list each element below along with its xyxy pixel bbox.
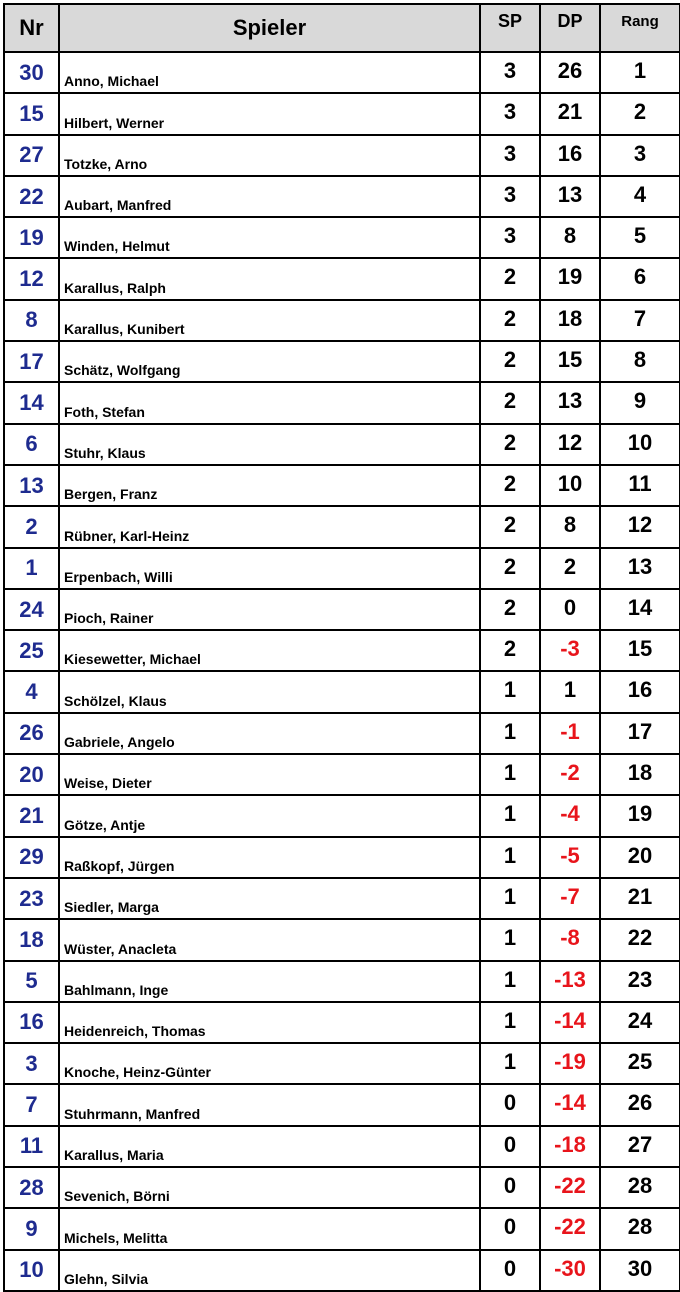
rank-value: 15 [600,630,680,671]
dp-value: 19 [540,258,600,299]
player-number: 6 [4,424,59,465]
header-rang: Rang [600,4,680,52]
dp-value: 0 [540,589,600,630]
player-name: Sevenich, Börni [59,1167,480,1208]
table-row [4,837,680,878]
dp-value: -14 [540,1002,600,1043]
sp-value: 1 [480,671,540,712]
player-name: Gabriele, Angelo [59,713,480,754]
dp-value: 8 [540,506,600,547]
table-row [4,506,680,547]
player-name: Aubart, Manfred [59,176,480,217]
rank-value: 4 [600,176,680,217]
sp-value: 3 [480,93,540,134]
player-number: 29 [4,837,59,878]
table-row [4,135,680,176]
player-number: 30 [4,52,59,93]
rank-value: 27 [600,1126,680,1167]
table-row [4,382,680,423]
sp-value: 2 [480,382,540,423]
table-row [4,300,680,341]
sp-value: 1 [480,961,540,1002]
rank-value: 19 [600,795,680,836]
player-number: 7 [4,1084,59,1125]
player-number: 20 [4,754,59,795]
player-number: 13 [4,465,59,506]
table-row [4,795,680,836]
dp-value: -22 [540,1208,600,1249]
sp-value: 2 [480,465,540,506]
player-name: Wüster, Anacleta [59,919,480,960]
rank-value: 30 [600,1250,680,1291]
sp-value: 1 [480,878,540,919]
table-row [4,465,680,506]
dp-value: 26 [540,52,600,93]
player-name: Rübner, Karl-Heinz [59,506,480,547]
player-name: Karallus, Ralph [59,258,480,299]
sp-value: 2 [480,300,540,341]
rank-value: 9 [600,382,680,423]
player-name: Schätz, Wolfgang [59,341,480,382]
rank-value: 3 [600,135,680,176]
rank-value: 7 [600,300,680,341]
rank-value: 5 [600,217,680,258]
dp-value: 21 [540,93,600,134]
dp-value: 1 [540,671,600,712]
table-row [4,589,680,630]
player-name: Erpenbach, Willi [59,548,480,589]
dp-value: -5 [540,837,600,878]
rank-value: 12 [600,506,680,547]
sp-value: 1 [480,754,540,795]
header-row [4,4,680,52]
table-row [4,878,680,919]
table-row [4,258,680,299]
table-row [4,52,680,93]
rank-value: 1 [600,52,680,93]
table-row [4,1208,680,1249]
player-name: Weise, Dieter [59,754,480,795]
rank-value: 11 [600,465,680,506]
dp-value: 13 [540,176,600,217]
sp-value: 3 [480,135,540,176]
table-row [4,93,680,134]
rank-value: 28 [600,1208,680,1249]
header-spieler: Spieler [59,4,480,52]
player-name: Kiesewetter, Michael [59,630,480,671]
table-row [4,919,680,960]
sp-value: 2 [480,341,540,382]
table-row [4,1043,680,1084]
player-name: Bahlmann, Inge [59,961,480,1002]
player-number: 17 [4,341,59,382]
sp-value: 0 [480,1250,540,1291]
player-name: Pioch, Rainer [59,589,480,630]
player-name: Hilbert, Werner [59,93,480,134]
sp-value: 2 [480,424,540,465]
player-number: 16 [4,1002,59,1043]
rank-value: 20 [600,837,680,878]
rank-value: 25 [600,1043,680,1084]
table-row [4,961,680,1002]
player-name: Bergen, Franz [59,465,480,506]
dp-value: -7 [540,878,600,919]
player-name: Götze, Antje [59,795,480,836]
player-number: 9 [4,1208,59,1249]
player-name: Heidenreich, Thomas [59,1002,480,1043]
player-number: 22 [4,176,59,217]
ranking-table [3,3,680,1292]
player-name: Raßkopf, Jürgen [59,837,480,878]
player-name: Karallus, Kunibert [59,300,480,341]
player-number: 18 [4,919,59,960]
rank-value: 14 [600,589,680,630]
player-number: 21 [4,795,59,836]
dp-value: 8 [540,217,600,258]
rank-value: 22 [600,919,680,960]
rank-value: 6 [600,258,680,299]
player-number: 26 [4,713,59,754]
rank-value: 21 [600,878,680,919]
rank-value: 24 [600,1002,680,1043]
player-number: 19 [4,217,59,258]
sp-value: 2 [480,258,540,299]
sp-value: 0 [480,1084,540,1125]
player-number: 4 [4,671,59,712]
rank-value: 8 [600,341,680,382]
sp-value: 2 [480,506,540,547]
player-number: 28 [4,1167,59,1208]
dp-value: 12 [540,424,600,465]
player-name: Michels, Melitta [59,1208,480,1249]
player-number: 10 [4,1250,59,1291]
rank-value: 28 [600,1167,680,1208]
player-number: 1 [4,548,59,589]
player-name: Totzke, Arno [59,135,480,176]
player-number: 2 [4,506,59,547]
dp-value: -3 [540,630,600,671]
header-sp: SP [480,4,540,52]
header-dp: DP [540,4,600,52]
player-name: Knoche, Heinz-Günter [59,1043,480,1084]
table-row [4,176,680,217]
player-name: Glehn, Silvia [59,1250,480,1291]
rank-value: 23 [600,961,680,1002]
player-number: 8 [4,300,59,341]
rank-value: 2 [600,93,680,134]
dp-value: 18 [540,300,600,341]
dp-value: -8 [540,919,600,960]
rank-value: 10 [600,424,680,465]
table-row [4,424,680,465]
table-row [4,1002,680,1043]
table-row [4,1084,680,1125]
table-row [4,548,680,589]
player-number: 25 [4,630,59,671]
rank-value: 16 [600,671,680,712]
sp-value: 3 [480,217,540,258]
player-name: Stuhr, Klaus [59,424,480,465]
player-number: 3 [4,1043,59,1084]
sp-value: 0 [480,1167,540,1208]
dp-value: 10 [540,465,600,506]
table-row [4,671,680,712]
table-row [4,217,680,258]
table-body [4,52,680,1291]
dp-value: 16 [540,135,600,176]
table-row [4,630,680,671]
sp-value: 1 [480,1002,540,1043]
sp-value: 3 [480,176,540,217]
player-number: 27 [4,135,59,176]
dp-value: 13 [540,382,600,423]
dp-value: -14 [540,1084,600,1125]
rank-value: 17 [600,713,680,754]
sp-value: 1 [480,795,540,836]
sp-value: 1 [480,919,540,960]
player-name: Karallus, Maria [59,1126,480,1167]
table-row [4,341,680,382]
sp-value: 0 [480,1208,540,1249]
player-name: Foth, Stefan [59,382,480,423]
dp-value: -22 [540,1167,600,1208]
player-number: 15 [4,93,59,134]
table-row [4,754,680,795]
player-name: Schölzel, Klaus [59,671,480,712]
dp-value: -4 [540,795,600,836]
player-number: 24 [4,589,59,630]
dp-value: 2 [540,548,600,589]
dp-value: -18 [540,1126,600,1167]
sp-value: 1 [480,1043,540,1084]
dp-value: -2 [540,754,600,795]
table-row [4,1126,680,1167]
sp-value: 1 [480,837,540,878]
player-number: 12 [4,258,59,299]
sp-value: 2 [480,630,540,671]
table-row [4,713,680,754]
dp-value: -30 [540,1250,600,1291]
player-name: Anno, Michael [59,52,480,93]
player-name: Siedler, Marga [59,878,480,919]
sp-value: 0 [480,1126,540,1167]
sp-value: 1 [480,713,540,754]
rank-value: 13 [600,548,680,589]
player-number: 14 [4,382,59,423]
header-nr: Nr [4,4,59,52]
player-name: Winden, Helmut [59,217,480,258]
sp-value: 3 [480,52,540,93]
rank-value: 26 [600,1084,680,1125]
player-number: 23 [4,878,59,919]
sp-value: 2 [480,589,540,630]
sp-value: 2 [480,548,540,589]
table-row [4,1250,680,1291]
table-row [4,1167,680,1208]
dp-value: 15 [540,341,600,382]
dp-value: -1 [540,713,600,754]
player-number: 11 [4,1126,59,1167]
player-name: Stuhrmann, Manfred [59,1084,480,1125]
rank-value: 18 [600,754,680,795]
player-number: 5 [4,961,59,1002]
dp-value: -19 [540,1043,600,1084]
dp-value: -13 [540,961,600,1002]
